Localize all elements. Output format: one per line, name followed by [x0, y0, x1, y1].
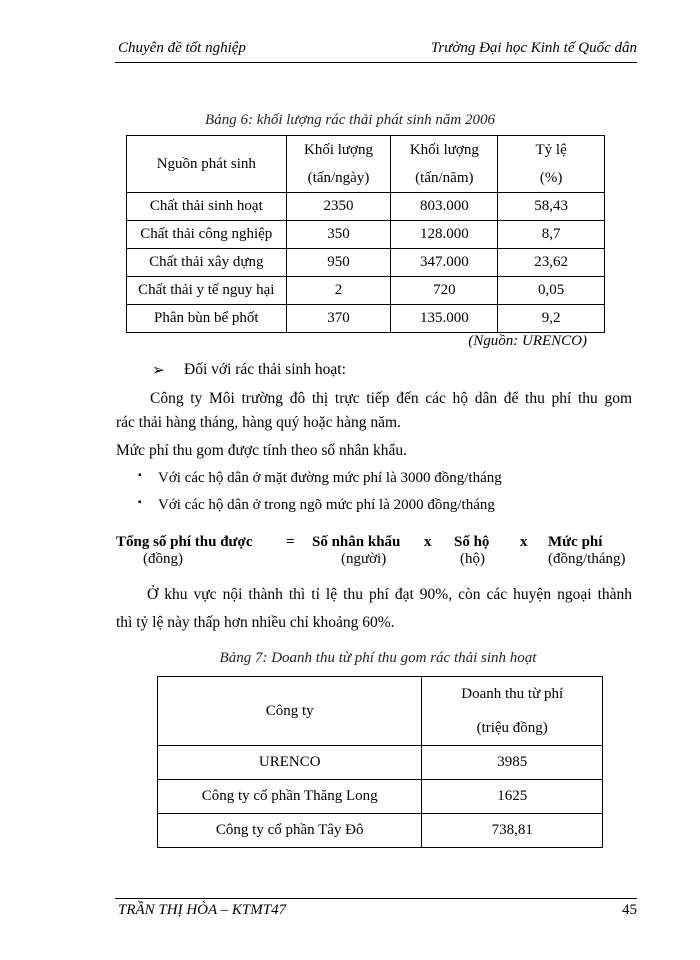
cell-ratio: 23,62 — [498, 249, 605, 277]
cell-source: Chất thải công nghiệp — [127, 221, 287, 249]
page-number: 45 — [622, 902, 637, 918]
section-arrow-icon: ➢ — [152, 362, 165, 379]
table7-caption: Bảng 7: Doanh thu từ phí thu gom rác thải sinh hoạt — [219, 650, 537, 666]
table6-header-ratio: Tỷ lệ (%) — [498, 136, 605, 193]
cell-revenue: 738,81 — [422, 814, 603, 848]
cell-company: Công ty cổ phần Thăng Long — [158, 780, 422, 814]
cell-per-year: 720 — [391, 277, 498, 305]
cell-revenue: 1625 — [422, 780, 603, 814]
section-heading: Đối với rác thải sinh hoạt: — [184, 361, 346, 378]
cell-per-day: 2 — [286, 277, 391, 305]
cell-revenue: 3985 — [422, 746, 603, 780]
table-row — [127, 305, 605, 333]
table6-header-per-day: Khối lượng (tấn/ngày) — [286, 136, 391, 193]
bullet-item: Với các hộ dân ở mặt đường mức phí là 3000 đồng/tháng — [158, 470, 502, 486]
cell-ratio: 0,05 — [498, 277, 605, 305]
cell-per-year: 347.000 — [391, 249, 498, 277]
formula-multiply-1: x — [424, 534, 432, 550]
table7-header-company: Công ty — [158, 677, 422, 746]
formula-term-households: Số hộ — [454, 534, 490, 550]
cell-source: Chất thải xây dựng — [127, 249, 287, 277]
table-row — [158, 780, 603, 814]
cell-ratio: 58,43 — [498, 193, 605, 221]
cell-company: URENCO — [158, 746, 422, 780]
cell-source: Phân bùn bể phốt — [127, 305, 287, 333]
cell-ratio: 8,7 — [498, 221, 605, 249]
table7 — [157, 676, 603, 848]
cell-source: Chất thải sinh hoạt — [127, 193, 287, 221]
paragraph-1-line-2: rác thải hàng tháng, hàng quý hoặc hàng năm. — [116, 414, 401, 431]
formula-term-people: Số nhân khẩu — [312, 534, 401, 550]
table6 — [126, 135, 605, 333]
cell-per-year: 128.000 — [391, 221, 498, 249]
formula-multiply-2: x — [520, 534, 528, 550]
table-row — [127, 193, 605, 221]
formula-term-people-unit: (người) — [341, 551, 387, 567]
table-row — [127, 277, 605, 305]
footer-divider — [115, 898, 637, 899]
table-row — [158, 814, 603, 848]
footer-author: TRẦN THỊ HÒA – KTMT47 — [118, 902, 287, 918]
cell-ratio: 9,2 — [498, 305, 605, 333]
formula-term-fee: Mức phí — [548, 534, 603, 550]
table7-header-revenue: Doanh thu từ phí (triệu đồng) — [422, 677, 603, 746]
paragraph-3-line-1: Ở khu vực nội thành thì tỉ lệ thu phí đạt 90%, còn các huyện ngoại thành — [147, 586, 632, 603]
table-row — [158, 746, 603, 780]
table6-header-per-year: Khối lượng (tấn/năm) — [391, 136, 498, 193]
formula-term-fee-unit: (đồng/tháng) — [548, 551, 626, 567]
formula-term-total-unit: (đồng) — [143, 551, 183, 567]
formula-term-total: Tổng số phí thu được — [116, 534, 253, 550]
formula-equals: = — [286, 534, 295, 550]
cell-source: Chất thải y tế nguy hại — [127, 277, 287, 305]
formula-term-households-unit: (hộ) — [460, 551, 485, 567]
bullet-square-icon: ▪ — [138, 470, 142, 481]
table6-source-note: (Nguồn: URENCO) — [468, 333, 587, 349]
bullet-item: Với các hộ dân ở trong ngõ mức phí là 2000 đồng/tháng — [158, 497, 495, 513]
paragraph-1-line-1: Công ty Môi trường đô thị trực tiếp đến các hộ dân để thu phí thu gom — [150, 390, 632, 407]
cell-per-year: 135.000 — [391, 305, 498, 333]
table6-header-source: Nguồn phát sinh — [127, 136, 287, 193]
table6-header-row — [127, 136, 605, 193]
table7-header-row — [158, 677, 603, 746]
header-divider — [115, 62, 637, 63]
table6-caption: Bảng 6: khối lượng rác thải phát sinh năm 2006 — [205, 112, 495, 128]
cell-company: Công ty cổ phần Tây Đô — [158, 814, 422, 848]
table-row — [127, 249, 605, 277]
cell-per-year: 803.000 — [391, 193, 498, 221]
header-left-title: Chuyên đề tốt nghiệp — [118, 40, 246, 56]
paragraph-3-line-2: thì tỷ lệ này thấp hơn nhiều chỉ khoảng 60%. — [116, 614, 395, 631]
header-right-title: Trường Đại học Kinh tế Quốc dân — [430, 40, 637, 56]
table-row — [127, 221, 605, 249]
cell-per-day: 950 — [286, 249, 391, 277]
cell-per-day: 370 — [286, 305, 391, 333]
cell-per-day: 350 — [286, 221, 391, 249]
paragraph-2: Mức phí thu gom được tính theo số nhân khẩu. — [116, 442, 408, 459]
cell-per-day: 2350 — [286, 193, 391, 221]
bullet-square-icon: ▪ — [138, 497, 142, 508]
